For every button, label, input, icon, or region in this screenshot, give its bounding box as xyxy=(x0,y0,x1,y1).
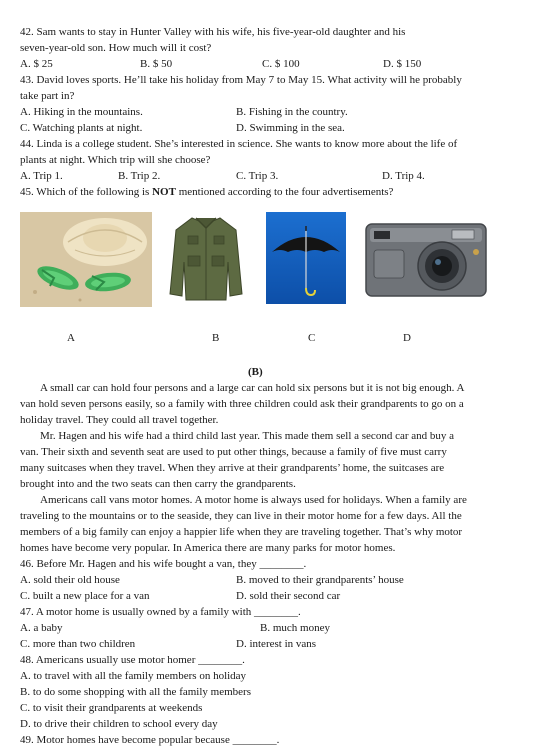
umbrella-illustration xyxy=(266,212,346,304)
q42-stem-line1: 42. Sam wants to stay in Hunter Valley with his wife, his five-year-old daughter and his xyxy=(20,26,406,38)
hat-sandals-illustration xyxy=(20,212,152,307)
q44-option-c: C. Trip 3. xyxy=(236,170,279,182)
q42-option-b: B. $ 50 xyxy=(140,58,173,70)
image-hat-and-sandals xyxy=(20,212,152,307)
passage-p1-line1: A small car can hold four persons and a large car can hold six persons but it is not big enough. A xyxy=(40,382,465,394)
q43-option-d: D. Swimming in the sea. xyxy=(236,122,345,134)
q45-stem-post: mentioned according to the four advertisements? xyxy=(175,186,394,198)
q48-option-c: C. to visit their grandparents at weekends xyxy=(20,702,203,714)
image-jacket xyxy=(166,212,246,307)
q47-stem: 47. A motor home is usually owned by a family with ________. xyxy=(20,606,301,618)
q46-option-d: D. sold their second car xyxy=(236,590,341,602)
q43-stem-line2: take part in? xyxy=(20,90,75,102)
q43-option-b: B. Fishing in the country. xyxy=(236,106,348,118)
q49-stem: 49. Motor homes have become popular because ________. xyxy=(20,734,280,746)
q45-caption-d: D xyxy=(403,332,411,344)
q42-option-d: D. $ 150 xyxy=(383,58,422,70)
q42-option-c: C. $ 100 xyxy=(262,58,300,70)
q45-caption-c: C xyxy=(308,332,316,344)
q46-option-b: B. moved to their grandparents’ house xyxy=(236,574,404,586)
image-camera xyxy=(360,212,492,304)
section-b-title: (B) xyxy=(248,366,263,378)
q45-stem-bold: NOT xyxy=(152,186,176,198)
q44-stem-line2: plants at night. Which trip will she choose? xyxy=(20,154,211,166)
passage-p2-line4: brought into and the two seats can then carry the grandparents. xyxy=(20,478,296,490)
passage-p3-line2: traveling to the mountains or to the seaside, they can live in their motor home for a few days. All the xyxy=(20,510,462,522)
q47-option-b: B. much money xyxy=(260,622,330,634)
q45-stem-pre: 45. Which of the following is xyxy=(20,186,153,198)
q48-option-a: A. to travel with all the family members on holiday xyxy=(20,670,247,682)
passage-p2-line1: Mr. Hagen and his wife had a third child last year. This made them sell a second car and buy a xyxy=(40,430,455,442)
passage-p1-line3: holiday travel. They could all travel together. xyxy=(20,414,219,426)
passage-p2-line2: van. Their sixth and seventh seat are used to put other things, because a family of five must carry xyxy=(20,446,447,458)
q42-stem-line2: seven-year-old son. How much will it cost? xyxy=(20,42,212,54)
camera-illustration xyxy=(360,212,492,304)
q43-option-c: C. Watching plants at night. xyxy=(20,122,143,134)
q42-option-a: A. $ 25 xyxy=(20,58,53,70)
q47-option-d: D. interest in vans xyxy=(236,638,317,650)
q45-stem xyxy=(20,186,393,199)
q44-option-b: B. Trip 2. xyxy=(118,170,161,182)
q45-caption-a: A xyxy=(67,332,75,344)
q44-stem-line1: 44. Linda is a college student. She’s interested in science. She wants to know more about the life of xyxy=(20,138,458,150)
q44-option-a: A. Trip 1. xyxy=(20,170,63,182)
image-umbrella xyxy=(266,212,346,304)
passage-p3-line4: homes have become very popular. In America there are many parks for motor homes. xyxy=(20,542,396,554)
q44-option-d: D. Trip 4. xyxy=(382,170,425,182)
passage-p2-line3: many suitcases when they travel. When they arrive at their grandparents’ home, the suitcases are xyxy=(20,462,445,474)
q48-stem: 48. Americans usually use motor homer ________. xyxy=(20,654,245,666)
passage-p1-line2: van hold seven persons easily, so a family with three children could ask their grandparents to go on a xyxy=(20,398,464,410)
q47-option-a: A. a baby xyxy=(20,622,63,634)
q48-option-d: D. to drive their children to school every day xyxy=(20,718,218,730)
q47-option-c: C. more than two children xyxy=(20,638,136,650)
passage-p3-line1: Americans call vans motor homes. A motor home is always used for holidays. When a family are xyxy=(40,494,467,506)
q46-option-a: A. sold their old house xyxy=(20,574,120,586)
jacket-illustration xyxy=(166,212,246,307)
q45-caption-b: B xyxy=(212,332,220,344)
q48-option-b: B. to do some shopping with all the family members xyxy=(20,686,251,698)
passage-p3-line3: members of a big family can enjoy a happier life when they are traveling together. That’s why motor xyxy=(20,526,463,538)
q46-option-c: C. built a new place for a van xyxy=(20,590,150,602)
q43-option-a: A. Hiking in the mountains. xyxy=(20,106,143,118)
q46-stem: 46. Before Mr. Hagen and his wife bought a van, they ________. xyxy=(20,558,307,570)
q43-stem-line1: 43. David loves sports. He’ll take his holiday from May 7 to May 15. What activity will he probably xyxy=(20,74,462,86)
